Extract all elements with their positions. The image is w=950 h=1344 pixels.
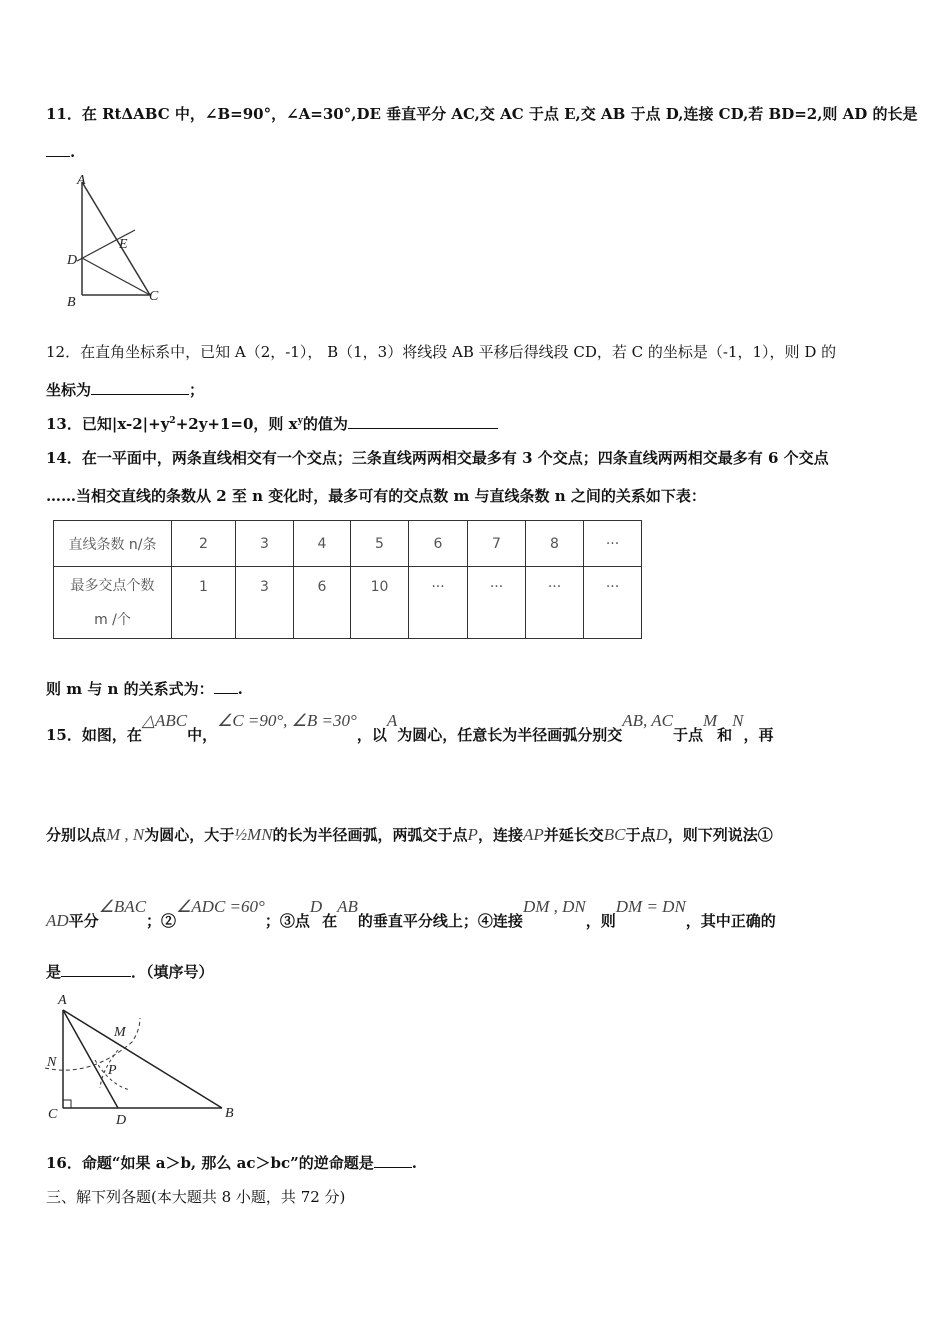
label-p: P xyxy=(108,1063,117,1078)
q15-suffix: ．（填序号） xyxy=(131,963,214,981)
text-segment: 15．如图，在 xyxy=(46,726,142,744)
text-segment: 在 xyxy=(322,912,338,930)
label-n: N xyxy=(47,1055,57,1070)
table-cell: 8 xyxy=(526,521,584,567)
table-cell: 3 xyxy=(236,521,294,567)
text-segment: 中， xyxy=(187,726,218,744)
q15-line-1 xyxy=(46,711,774,745)
period: . xyxy=(411,1154,417,1172)
label-e: E xyxy=(119,237,128,252)
math-expression: △ABC xyxy=(141,711,188,730)
q14-answer-line xyxy=(46,678,243,699)
math-expression: AP xyxy=(522,825,544,844)
label-c: C xyxy=(48,1107,58,1122)
text-segment: 于点 xyxy=(625,826,656,844)
q14-answer-prefix: 则 m 与 n 的关系式为： xyxy=(46,680,214,698)
table-cell: 1 xyxy=(172,567,236,639)
math-expression: ∠ADC =60° xyxy=(176,897,265,916)
math-expression: ½MN xyxy=(234,825,273,844)
section-heading: 三、解下列各题(本大题共 8 小题，共 72 分) xyxy=(46,1188,346,1206)
q14-table xyxy=(53,520,642,639)
table-cell: ··· xyxy=(584,521,642,567)
row-header: 直线条数 n/条 xyxy=(54,521,172,567)
math-expression: AB xyxy=(337,897,358,916)
math-expression: N xyxy=(732,711,744,730)
math-expression: P xyxy=(467,825,478,844)
label-d: D xyxy=(67,253,78,268)
q12-text: 12．在直角坐标系中，已知 A（2，-1）， B（1，3）将线段 AB 平移后得线段 CD，若 C 的坐标是（-1，1），则 D 的 xyxy=(46,343,837,361)
text-segment: 为圆心，任意长为半径画弧分别交 xyxy=(397,726,623,744)
table-cell: 6 xyxy=(294,567,351,639)
math-expression: BC xyxy=(603,825,626,844)
q13-suffix: 的值为 xyxy=(302,415,348,433)
math-expression: M xyxy=(702,711,718,730)
label-b: B xyxy=(225,1106,234,1121)
q13-prefix: 13．已知|x-2|+y xyxy=(46,415,170,433)
q15-line-3 xyxy=(46,897,776,931)
q12-answer-line xyxy=(46,379,204,400)
label-m: M xyxy=(114,1025,126,1040)
math-expression: A xyxy=(386,711,398,730)
text-segment: ；③点 xyxy=(264,912,310,930)
label-d: D xyxy=(116,1113,127,1125)
answer-blank xyxy=(374,1155,412,1168)
segment-ab xyxy=(63,1010,222,1108)
q15-figure xyxy=(40,990,240,1125)
label-a: A xyxy=(77,173,86,188)
label-c: C xyxy=(149,289,159,304)
text-segment: 分别以点 xyxy=(46,826,107,844)
row-header-line: 最多交点个数 xyxy=(70,577,155,594)
math-expression: D xyxy=(309,897,323,916)
text-segment: 的长为半径画弧，两弧交于点 xyxy=(272,826,468,844)
row-header xyxy=(54,567,172,639)
text-segment: ，连接 xyxy=(477,826,523,844)
q11-answer-line xyxy=(46,143,75,161)
semicolon: ； xyxy=(189,381,205,399)
math-expression: D xyxy=(655,825,668,844)
answer-blank xyxy=(46,144,70,157)
text-segment: ，以 xyxy=(356,726,387,744)
q15-line-2 xyxy=(46,824,773,845)
q16-text xyxy=(46,1152,417,1173)
label-b: B xyxy=(67,295,76,310)
answer-blank xyxy=(61,964,131,977)
math-expression: ∠BAC xyxy=(98,897,147,916)
math-expression: AB, AC xyxy=(622,711,673,730)
exponent: y xyxy=(297,416,303,426)
table-cell: ··· xyxy=(526,567,584,639)
table-cell: 5 xyxy=(351,521,409,567)
math-expression: DM = DN xyxy=(615,897,686,916)
table-cell: 6 xyxy=(409,521,468,567)
text-segment: ，再 xyxy=(743,726,774,744)
q11-text: 11．在 RtΔABC 中，∠B=90°，∠A=30°,DE 垂直平分 AC,交 AC 于点 E,交 AB 于点 D,连接 CD,若 BD=2,则 AD 的长是 xyxy=(46,105,918,123)
text-segment: 平分 xyxy=(68,912,99,930)
text-segment: 并延长交 xyxy=(543,826,604,844)
table-cell: 4 xyxy=(294,521,351,567)
math-expression: M , N xyxy=(106,825,145,844)
answer-blank xyxy=(348,416,498,429)
math-expression: ∠C =90°, ∠B =30° xyxy=(217,711,357,730)
math-expression: DM , DN xyxy=(522,897,586,916)
row-header-line: m /个 xyxy=(94,611,131,628)
text-segment: ，则下列说法① xyxy=(667,826,773,844)
answer-blank xyxy=(214,681,238,694)
q13-text xyxy=(46,413,498,434)
table-cell: 2 xyxy=(172,521,236,567)
table-cell: ··· xyxy=(409,567,468,639)
q12-text-2: 坐标为 xyxy=(46,381,92,399)
q14-text-2: ……当相交直线的条数从 2 至 n 变化时，最多可有的交点数 m 与直线条数 n 之间的关系如下表： xyxy=(46,487,706,505)
table-cell: ··· xyxy=(584,567,642,639)
q13-mid: +2y+1=0，则 x xyxy=(175,415,298,433)
segment-ac xyxy=(82,182,150,295)
text-segment: ，则 xyxy=(585,912,616,930)
table-row xyxy=(54,567,642,639)
answer-blank xyxy=(91,382,189,395)
text-segment: 为圆心，大于 xyxy=(144,826,235,844)
segment-cd xyxy=(82,258,150,295)
text-segment: 的垂直平分线上；④连接 xyxy=(357,912,523,930)
text-segment: ；② xyxy=(146,912,177,930)
table-cell: 7 xyxy=(468,521,526,567)
right-angle-mark xyxy=(63,1100,71,1108)
table-row xyxy=(54,521,642,567)
text-segment: 和 xyxy=(717,726,733,744)
period: . xyxy=(70,143,76,161)
table-cell: 10 xyxy=(351,567,409,639)
table-cell: 3 xyxy=(236,567,294,639)
exponent: 2 xyxy=(169,416,176,426)
q15-line-4 xyxy=(46,961,214,982)
text-segment: 于点 xyxy=(672,726,703,744)
math-expression: AD xyxy=(46,911,69,930)
q16-question: 16．命题“如果 a＞b, 那么 ac＞bc”的逆命题是 xyxy=(46,1154,374,1172)
segment-ad xyxy=(63,1010,118,1108)
period: . xyxy=(237,680,243,698)
q15-prefix: 是 xyxy=(46,963,62,981)
table-cell: ··· xyxy=(468,567,526,639)
q11-figure xyxy=(55,172,175,312)
text-segment: ，其中正确的 xyxy=(685,912,776,930)
label-a: A xyxy=(58,993,67,1008)
q14-text-1: 14．在一平面中，两条直线相交有一个交点；三条直线两两相交最多有 3 个交点；四条直线两两相交最多有 6 个交点 xyxy=(46,449,829,467)
